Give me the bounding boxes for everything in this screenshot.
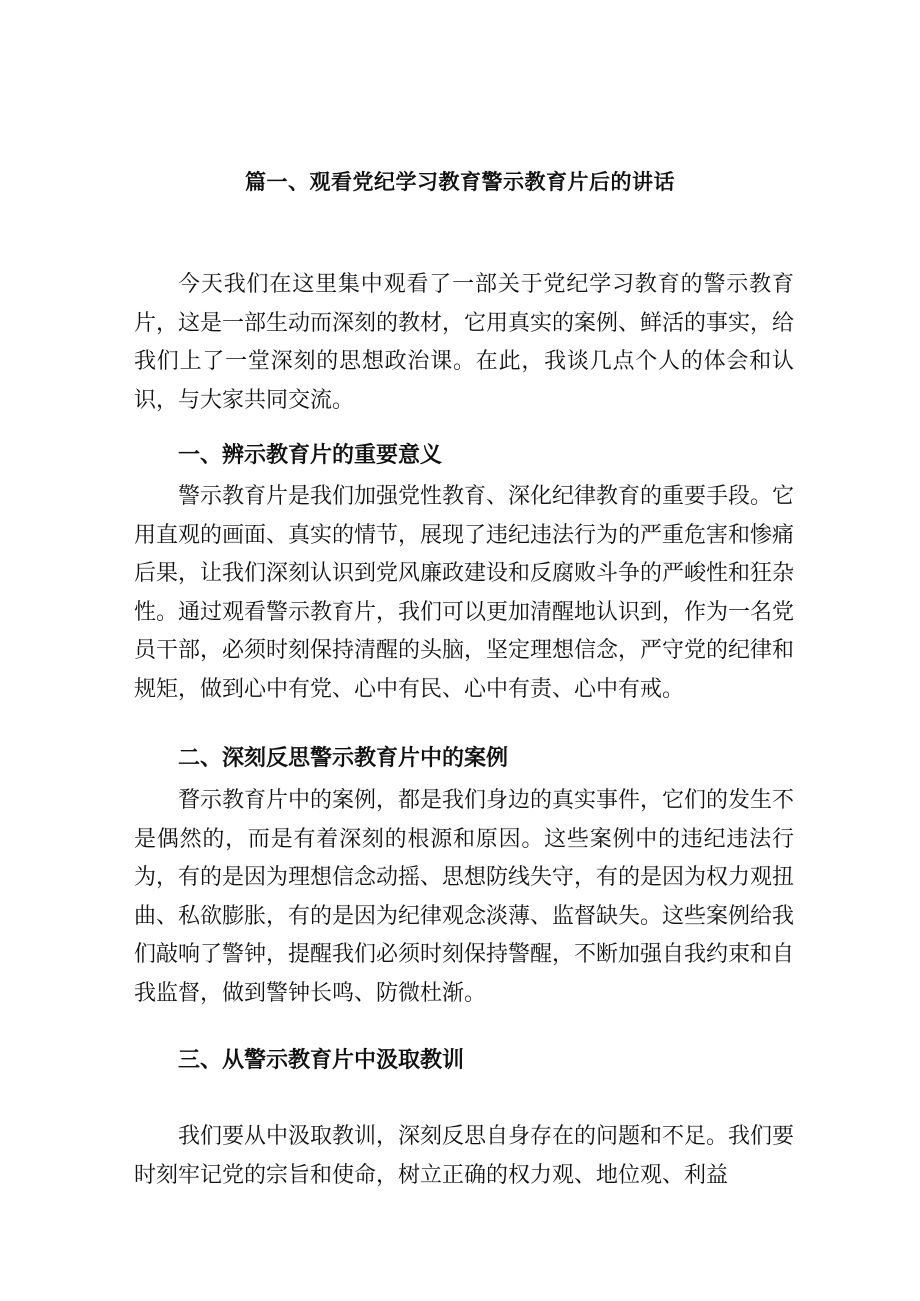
section-1-paragraph: 警示教育片是我们加强党性教育、深化纪律教育的重要手段。它用直观的画面、真实的情节，展现了违纪违法行为的严重危害和惨痛后果，让我们深刻认识到党风廉政建设和反腐败斗争的严峻性和狂杂性。通过观看警示教育片，我们可以更加清醒地认识到，作为一名党员干部，必须时刻保持清醒的头脑，坚定理想信念，严守党的纪律和规矩，做到心中有党、心中有民、心中有责、心中有戒。 xyxy=(134,484,795,702)
section-1-heading: 一、辨示教育片的重要意义 xyxy=(178,442,443,468)
section-2-paragraph: 瞀示教育片中的案例，都是我们身边的真实事件，它们的发生不是偶然的，而是有着深刻的根源和原因。这些案例中的违纪违法行为，有的是因为理想信念动摇、思想防线失守，有的是因为权力观扭曲、私欲膨胀，有的是因为纪律观念淡薄、监督缺失。这些案例给我们敲响了警钟，提醒我们必须时刻保持警醒，不断加强自我约束和自我监督，做到警钟长鸣、防微杜渐。 xyxy=(134,788,795,1006)
section-3-paragraph: 我们要从中汲取教训，深刻反思自身存在的问题和不足。我们要时刻牢记党的宗旨和使命，树立正确的权力观、地位观、利益 xyxy=(134,1124,795,1188)
section-2-heading: 二、深刻反思警示教育片中的案例 xyxy=(178,745,509,771)
document-title: 篇一、观看党纪学习教育警示教育片后的讲话 xyxy=(245,169,675,194)
intro-paragraph: 今天我们在这里集中观看了一部关于党纪学习教育的警示教育片，这是一部生动而深刻的教材，它用真实的案例、鲜活的事实，给我们上了一堂深刻的思想政治课。在此，我谈几点个人的体会和认识，与大家共同交流。 xyxy=(134,272,795,413)
section-3-heading: 三、从警示教育片中汲取教训 xyxy=(178,1047,465,1073)
